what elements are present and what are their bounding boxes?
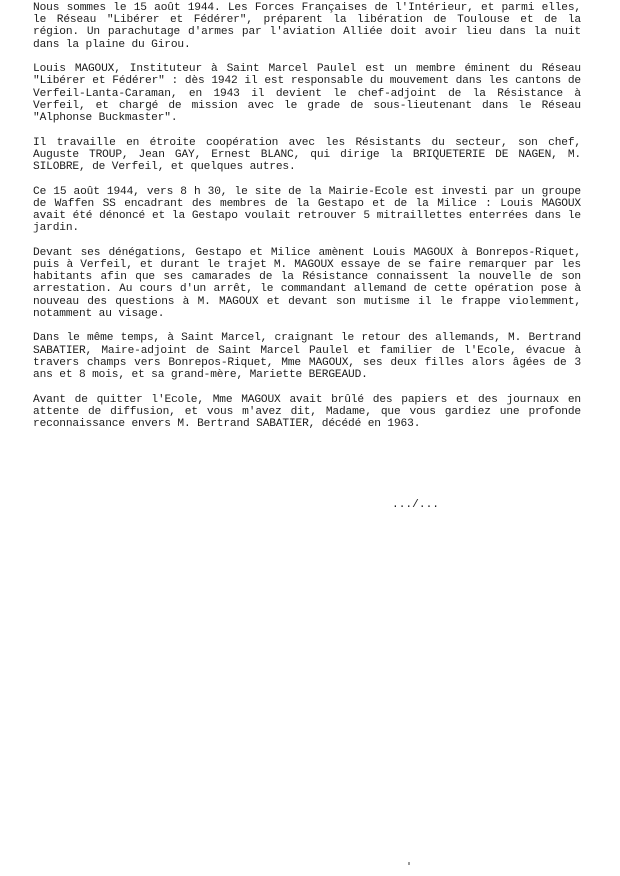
paragraph-1: Nous sommes le 15 août 1944. Les Forces Françaises de l'Intérieur, et parmi elles, le Réseau "Libérer et Fédérer", préparent la libération de Toulouse et de la région. Un parachutage d'armes par l'aviation Alliée doit avoir lieu dans la nuit dans la plaine du Girou. — [33, 2, 581, 51]
paragraph-6: Dans le même temps, à Saint Marcel, craignant le retour des allemands, M. Bertrand SABATIER, Maire-adjoint de Saint Marcel Paulel et familier de l'Ecole, évacue à travers champs vers Bonrepos-Riquet, Mme MAGOUX, ses deux filles alors âgées de 3 ans et 8 mois, et sa grand-mère, Mariette BERGEAUD. — [33, 332, 581, 382]
paragraph-3: Il travaille en étroite coopération avec les Résistants du secteur, son chef, Auguste TROUP, Jean GAY, Ernest BLANC, qui dirige la BRIQUETERIE DE NAGEN, M. SILOBRE, de Verfeil, et quelques autres. — [33, 136, 581, 174]
scan-speck — [408, 862, 410, 865]
paragraph-7: Avant de quitter l'Ecole, Mme MAGOUX avait brûlé des papiers et des journaux en attente de diffusion, et vous m'avez dit, Madame, que vous gardiez une profonde reconnaissance envers M. Bertrand SABATIER, décédé en 1963. — [33, 393, 581, 431]
document-body — [33, 2, 581, 443]
paragraph-4: Ce 15 août 1944, vers 8 h 30, le site de la Mairie-Ecole est investi par un groupe de Waffen SS encadrant des membres de la Gestapo et de la Milice : Louis MAGOUX avait été dénoncé et la Gestapo voulait retrouver 5 mitraillettes enterrées dans le jardin. — [33, 185, 581, 235]
continuation-mark: .../... — [392, 499, 439, 511]
paragraph-2: Louis MAGOUX, Instituteur à Saint Marcel Paulel est un membre éminent du Réseau "Libérer et Fédérer" : dès 1942 il est responsable du mouvement dans les cantons de Verfeil-Lanta-Caraman, en 1943 il devient le chef-adjoint de la Résistance à Verfeil, et chargé de mission avec le grade de sous-lieutenant dans le Réseau "Alphonse Buckmaster". — [33, 63, 581, 125]
paragraph-5: Devant ses dénégations, Gestapo et Milice amènent Louis MAGOUX à Bonrepos-Riquet, puis à Verfeil, et durant le trajet M. MAGOUX essaye de se faire remarquer par les habitants afin que ses camarades de la Résistance connaissent la nouvelle de son arrestation. Au cours d'un arrêt, le commandant allemand de cette opération pose à nouveau des questions à M. MAGOUX et devant son mutisme il le frappe violemment, notamment au visage. — [33, 246, 581, 320]
